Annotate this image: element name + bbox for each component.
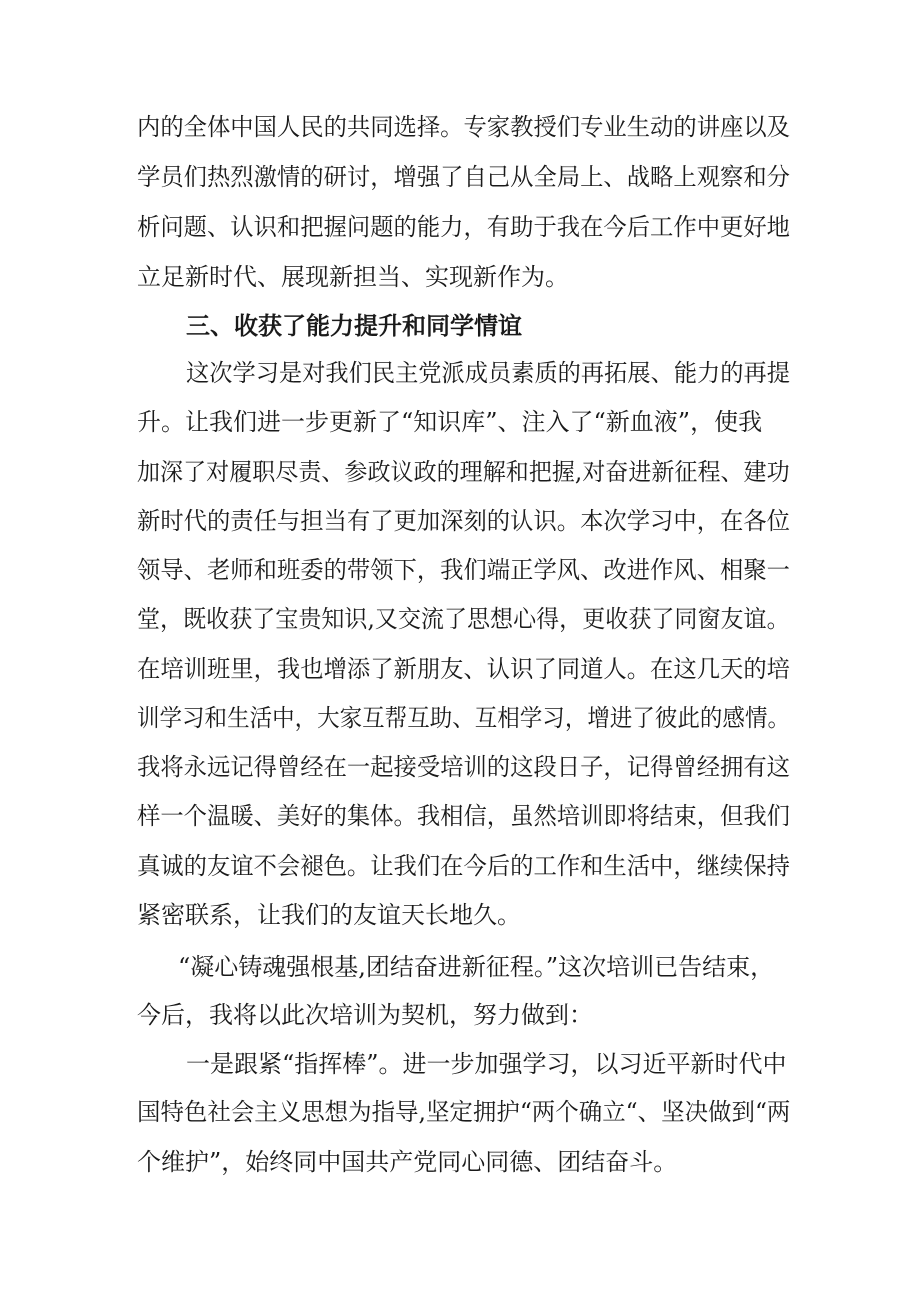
para-3-line-2: 升。让我们进一步更新了“知识库”、注入了“新血液”，使我 — [137, 408, 763, 436]
para-3-line-12: 紧密联系，让我们的友谊天长地久。 — [137, 901, 521, 929]
para-3-line-4: 新时代的责任与担当有了更加深刻的认识。本次学习中，在各位 — [137, 507, 790, 535]
para-3-line-11: 真诚的友谊不会褪色。让我们在今后的工作和生活中，继续保持 — [137, 852, 790, 880]
para-intro-line-3: 析问题、认识和把握问题的能力，有助于我在今后工作中更好地 — [137, 213, 790, 241]
para-4-line-2: 今后，我将以此次培训为契机，努力做到： — [137, 1001, 593, 1029]
para-3-line-10: 样一个温暖、美好的集体。我相信，虽然培训即将结束，但我们 — [137, 802, 790, 830]
para-3-line-7: 在培训班里，我也增添了新朋友、认识了同道人。在这几天的培 — [137, 655, 790, 683]
para-intro-line-2: 学员们热烈激情的研讨，增强了自己从全局上、战略上观察和分 — [137, 163, 790, 191]
para-3-line-6: 堂，既收获了宝贵知识,又交流了思想心得，更收获了同窗友谊。 — [137, 605, 790, 633]
section-heading-3: 三、收获了能力提升和同学情谊 — [186, 312, 522, 340]
para-3-line-1: 这次学习是对我们民主党派成员素质的再拓展、能力的再提 — [186, 359, 790, 387]
para-3-line-9: 我将永远记得曾经在一起接受培训的这段日子，记得曾经拥有这 — [137, 753, 790, 781]
para-5-line-3: 个维护”，始终同中国共产党同心同德、团结奋斗。 — [137, 1148, 678, 1176]
para-intro-line-1: 内的全体中国人民的共同选择。专家教授们专业生动的讲座以及 — [137, 113, 790, 141]
para-5-line-1: 一是跟紧“指挥棒”。进一步加强学习，以习近平新时代中 — [186, 1050, 787, 1078]
para-3-line-3: 加深了对履职尽责、参政议政的理解和把握,对奋进新征程、建功 — [137, 458, 790, 486]
para-3-line-5: 领导、老师和班委的带领下，我们端正学风、改进作风、相聚一 — [137, 556, 790, 584]
para-5-line-2: 国特色社会主义思想为指导,坚定拥护“两个确立“、坚决做到“两 — [137, 1098, 791, 1126]
para-3-line-8: 训学习和生活中，大家互帮互助、互相学习，增进了彼此的感情。 — [137, 704, 790, 732]
para-4-line-1: “凝心铸魂强根基,团结奋进新征程。”这次培训已告结束， — [178, 953, 775, 981]
para-intro-line-4: 立足新时代、展现新担当、实现新作为。 — [137, 263, 569, 291]
